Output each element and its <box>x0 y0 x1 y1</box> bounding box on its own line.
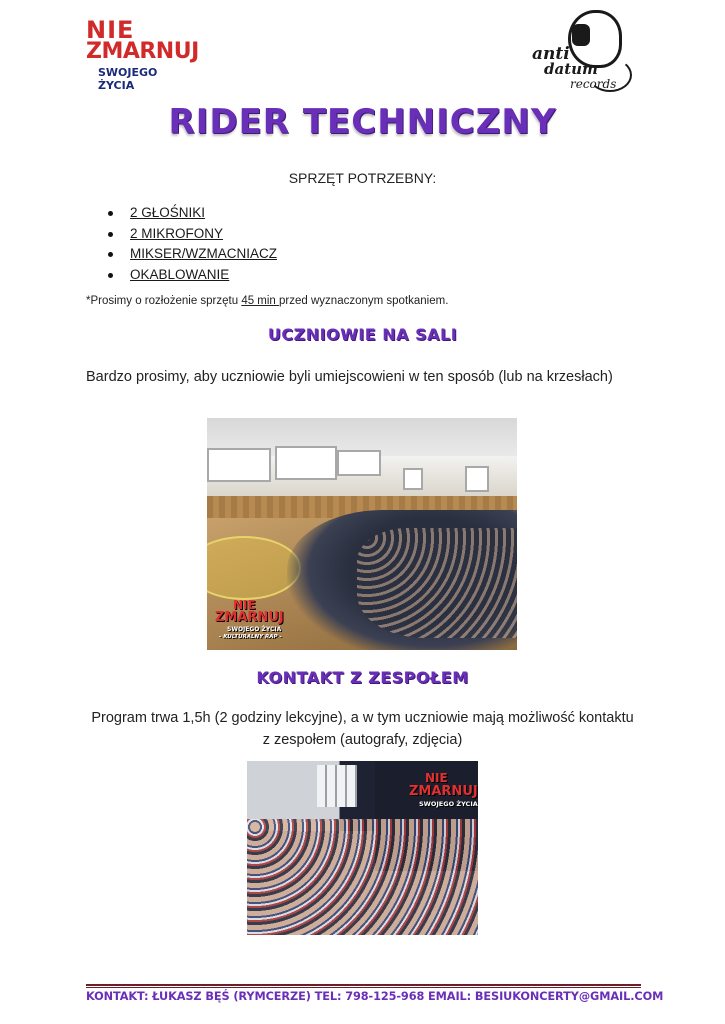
anti-datum-records-logo <box>528 8 628 92</box>
list-item: 2 GŁOŚNIKI <box>106 203 277 224</box>
group-photo <box>247 761 478 935</box>
watermark-nie: NIE <box>233 598 256 612</box>
equipment-heading: SPRZĘT POTRZEBNY: <box>288 170 437 186</box>
watermark-zmarnuj: ZMARNUJ <box>215 610 284 625</box>
footer-contact: KONTAKT: ŁUKASZ BĘŚ (RYMCERZE) TEL: 798-125-968 EMAIL: BESIUKONCERTY@GMAIL.COM <box>86 990 664 1003</box>
list-item: OKABLOWANIE <box>106 265 277 286</box>
headphones-icon <box>572 24 590 46</box>
watermark-nie: NIE <box>425 771 448 785</box>
watermark-kulturalny-rap: - KULTURALNY RAP - <box>219 634 282 640</box>
setup-time: 45 min <box>241 295 280 307</box>
setup-note: *Prosimy o rozłożenie sprzętu 45 min przed wyznaczonym spotkaniem. <box>86 295 449 307</box>
list-item: 2 MIKROFONY <box>106 224 277 245</box>
students-section-heading: UCZNIOWIE NA SALI <box>267 325 458 344</box>
logo-word-anti: anti <box>532 44 570 64</box>
watermark-zmarnuj: ZMARNUJ <box>409 784 478 799</box>
footer-rule-thin <box>86 987 641 988</box>
nie-zmarnuj-logo <box>86 16 199 92</box>
logo-word-records: records <box>570 77 617 91</box>
logo-line-zmarnuj: ZMARNUJ <box>86 39 199 64</box>
watermark-swojego-zycia: SWOJEGO ŻYCIA <box>227 626 282 633</box>
page-title: RIDER TECHNICZNY <box>168 102 557 142</box>
students-section-text: Bardzo prosimy, aby uczniowie byli umiejscowieni w ten sposób (lub na krzesłach) <box>86 369 613 385</box>
contact-section-heading: KONTAKT Z ZESPOŁEM <box>256 668 469 687</box>
watermark-swojego-zycia: SWOJEGO ŻYCIA <box>419 800 478 808</box>
footer-rule <box>86 984 641 986</box>
contact-section-text: Program trwa 1,5h (2 godziny lekcyjne), a w tym uczniowie mają możliwość kontaktu z zespołem (autografy, zdjęcia) <box>91 710 634 748</box>
list-item: MIKSER/WZMACNIACZ <box>106 244 277 265</box>
logo-word-datum: datum <box>544 60 598 78</box>
logo-line-swojego-zycia: SWOJEGO ŻYCIA <box>98 66 158 92</box>
equipment-list <box>106 203 277 285</box>
gym-audience-photo <box>207 418 517 650</box>
logo-line-nie: NIE <box>86 16 135 44</box>
